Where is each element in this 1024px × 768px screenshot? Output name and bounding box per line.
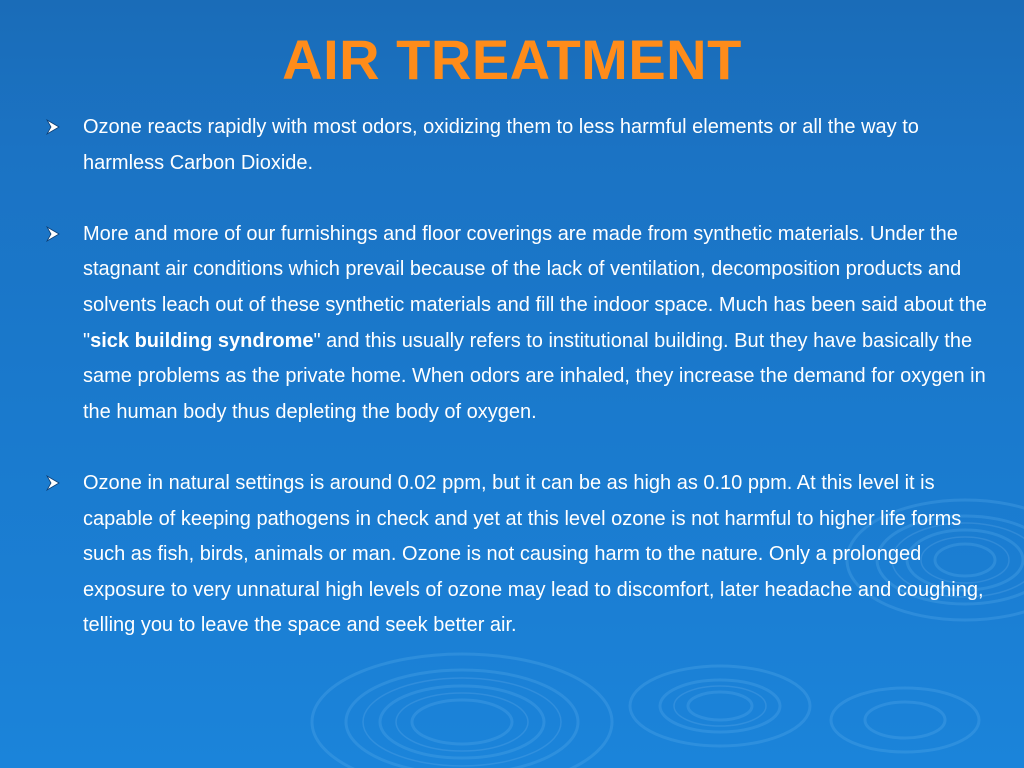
bullet-item-ozone-levels (46, 466, 991, 644)
bullet-item-ozone-odors (46, 110, 991, 181)
arrowhead-bullet-icon (46, 119, 60, 135)
bullet-item-synthetic-materials (46, 217, 991, 431)
bullet-text: Ozone reacts rapidly with most odors, oxidizing them to less harmful elements or all the way to harmless Carbon Dioxide. (83, 116, 919, 174)
bullet-text-after: " and this usually refers to institutional building. But they have basically the same problems as the private home. When odors are inhaled, they increase the demand for oxygen in the human body thus depleting the body of oxygen. (83, 329, 986, 423)
bullet-text: Ozone in natural settings is around 0.02 ppm, but it can be as high as 0.10 ppm. At this level it is capable of keeping pathogens in check and yet at this level ozone is not harmful to higher life forms such as fish, birds, animals or man. Ozone is not causing harm to the nature. Only a prolonged exposure to very unnatural high levels of ozone may lead to discomfort, later headache and coughing, telling you to leave the space and seek better air. (83, 471, 984, 637)
bullet-list (46, 110, 991, 644)
slide-title: AIR TREATMENT (282, 28, 742, 91)
arrowhead-bullet-icon (46, 475, 60, 491)
arrowhead-bullet-icon (46, 226, 60, 242)
bullet-text-before: More and more of our furnishings and floor coverings are made from synthetic materials. Under the stagnant air conditions which prevail because of the lack of ventilation, decomposition products and solvents leach out of these synthetic materials and fill the indoor space. Much has been said about the " (83, 222, 987, 352)
bullet-emphasis: sick building syndrome (90, 329, 314, 352)
